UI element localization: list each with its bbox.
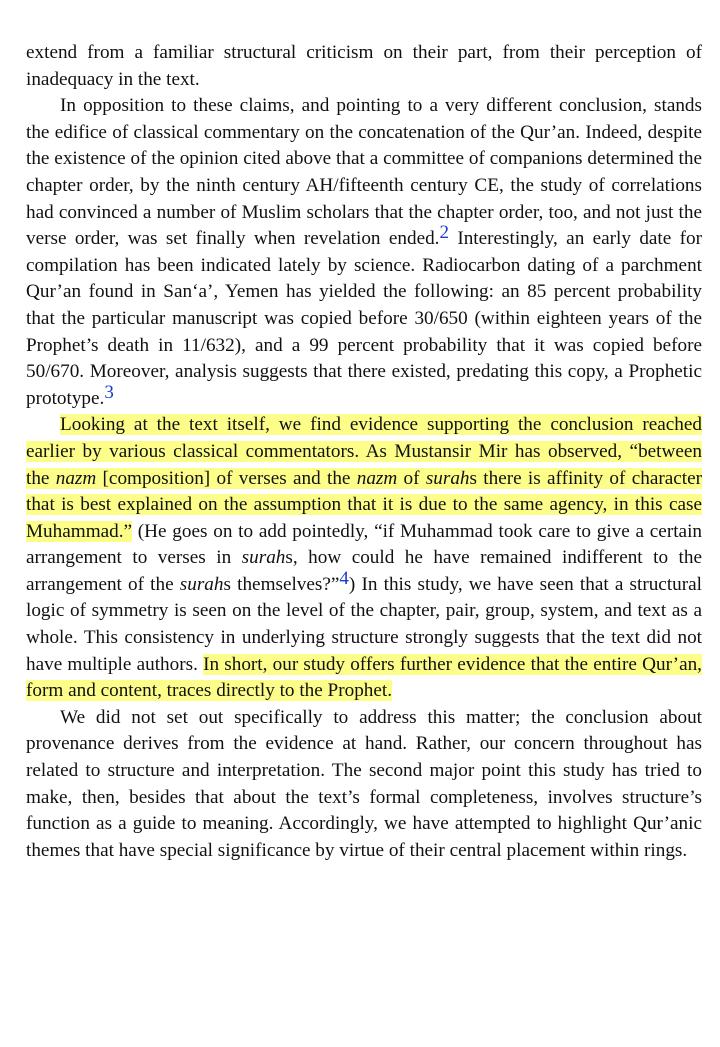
- paragraph-text: In opposition to these claims, and pointing to a very different conclusion, stands the edifice of classical commentary on the concatenation of the Qur’an. Indeed, despite the existence of the opinion cited above that a committee of companions determined the chapter order, by the ninth century AH/fifteenth century CE, the study of correlations had convinced a number of Muslim scholars that the chapter order, too, and not just the verse order, was set finally when revelation ended.: [26, 95, 702, 250]
- highlight-text: s there is affinity of character that is best explained on the assumption that it is due to the same agency, in this case Muhammad.”: [26, 467, 702, 542]
- paragraph-text: ) In this study, we have seen that a structural logic of symmetry is seen on the level of the chapter, pair, group, system, and text as a whole. This consistency in underlying structure strongly suggests that the text did not have multiple authors.: [26, 573, 702, 675]
- paragraph-text: Interestingly, an early date for compilation has been indicated lately by science. Radiocarbon dating of a parchment Qur’an found in San‘a’, Yemen has yielded the following: an 85 percent probability that the particular manuscript was copied before 30/650 (within eighteen years of the Prophet’s death in 11/632), and a 99 percent probability that it was copied before 50/670. Moreover, analysis suggests that there existed, predating this copy, a Prophetic prototype.: [26, 228, 702, 409]
- paragraph-text: (He goes on to add pointedly, “if Muhammad took care to give a certain arrangement to verses in: [26, 520, 702, 569]
- paragraph-text: extend from a familiar structural criticism on their part, from their perception of inadequacy in the text.: [26, 42, 702, 90]
- italic-term: surah: [179, 573, 224, 595]
- paragraph-text-evidence: [26, 412, 702, 705]
- paragraph-text: s, how could he have remained indifferent to the arrangement of the: [26, 547, 702, 595]
- footnote-ref-4[interactable]: 4: [339, 567, 349, 589]
- italic-term: nazm: [55, 467, 97, 489]
- highlighted-passage: In short, our study offers further evidence that the entire Qur’an, form and content, traces directly to the Prophet.: [26, 653, 702, 702]
- document-page: [26, 40, 702, 864]
- paragraph-text: We did not set out specifically to address this matter; the conclusion about provenance derives from the evidence at hand. Rather, our concern throughout has related to structure and interpretation. The second major point this study has tried to make, then, besides that about the text’s formal completeness, involves structure’s function as a guide to meaning. Accordingly, we have attempted to highlight Qur’anic themes that have special significance by virtue of their central placement within rings.: [26, 706, 702, 861]
- paragraph-continuation: [26, 40, 702, 93]
- highlight-text: of: [397, 467, 426, 489]
- highlight-text: [composition] of verses and the: [96, 467, 357, 489]
- paragraph-structure-meaning: [26, 705, 702, 865]
- italic-term: nazm: [356, 467, 398, 489]
- italic-term: surah: [241, 547, 286, 569]
- footnote-ref-2[interactable]: 2: [439, 222, 449, 244]
- footnote-ref-3[interactable]: 3: [104, 381, 114, 403]
- highlight-text: Looking at the text itself, we find evidence supporting the conclusion reached earlier by various classical commentators. As Mustansir Mir has observed, “between the: [26, 414, 702, 489]
- paragraph-text: s themselves?”: [223, 573, 340, 595]
- italic-term: surah: [425, 467, 470, 489]
- paragraph-classical-commentary: [26, 93, 702, 412]
